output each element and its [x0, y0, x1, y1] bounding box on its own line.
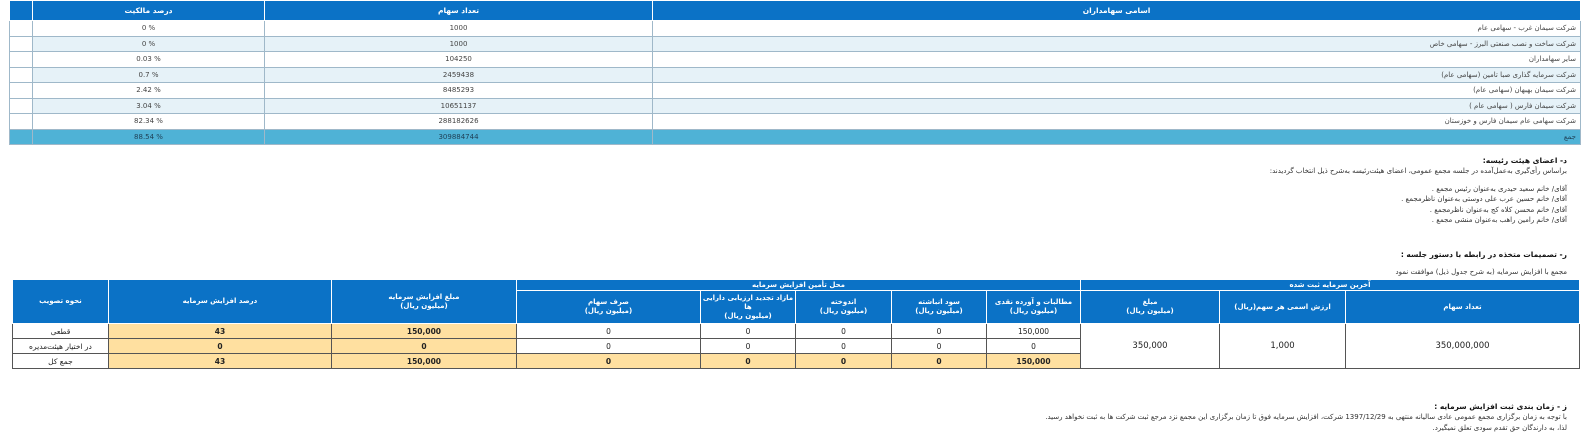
- retained-earnings-value: 0: [892, 339, 987, 354]
- reserve-value: 0: [796, 324, 892, 339]
- share-count: 8485293: [265, 83, 653, 99]
- retained-earnings-total: 0: [892, 354, 987, 369]
- capital-group-header-row: [13, 280, 1580, 291]
- revaluation-value: 0: [701, 324, 796, 339]
- blank-cell: [10, 36, 33, 52]
- blank-cell: [10, 67, 33, 83]
- ownership-percent: % 0: [33, 36, 265, 52]
- shareholder-name: شرکت سیمان غرب - سهامی عام: [653, 21, 1581, 37]
- ownership-percent: % 0.7: [33, 67, 265, 83]
- header-amount: مبلغ (میلیون ریال): [1081, 291, 1220, 324]
- total-ownership-percent: % 88.54: [33, 129, 265, 145]
- board-intro: براساس رأی‌گیری به‌عمل‌آمده در جلسه مجمع عمومی، اعضای هیئت‌رئیسه به‌شرح ذیل انتخاب گردیدند:: [1269, 167, 1567, 175]
- increase-percent-total: 43: [108, 354, 331, 369]
- ownership-percent: % 2.42: [33, 83, 265, 99]
- reserve-total: 0: [796, 354, 892, 369]
- table-row: [10, 36, 1581, 52]
- ownership-percent: % 0.03: [33, 52, 265, 68]
- header-reserve: اندوخته (میلیون ریال): [796, 291, 892, 324]
- registration-section-title: ز - زمان بندی ثبت افزایش سرمایه :: [1434, 402, 1567, 411]
- header-shareholder-names: اسامی سهامداران: [653, 1, 1581, 21]
- shareholder-name: شرکت سهامی عام سیمان فارس و خوزستان: [653, 114, 1581, 130]
- header-increase-amount: مبلغ افزایش سرمایه (میلیون ریال): [331, 280, 516, 324]
- premium-value: 0: [516, 324, 700, 339]
- header-approval-method: نحوه تصویب: [13, 280, 109, 324]
- last-share-count: 350,000,000: [1346, 324, 1580, 369]
- increase-percent-value: 0: [108, 339, 331, 354]
- table-row: [10, 98, 1581, 114]
- table-row: [10, 67, 1581, 83]
- header-share-count: تعداد سهام: [265, 1, 653, 21]
- increase-amount-total: 150,000: [331, 354, 516, 369]
- claims-cash-value: 0: [987, 339, 1081, 354]
- board-member: آقای/ خانم سعید حیدری به‌عنوان رئیس مجمع .: [1431, 185, 1567, 193]
- approval-method-value: قطعی: [13, 324, 109, 339]
- header-retained-earnings: سود انباشته (میلیون ریال): [892, 291, 987, 324]
- premium-value: 0: [516, 339, 700, 354]
- increase-percent-value: 43: [108, 324, 331, 339]
- claims-cash-total: 150,000: [987, 354, 1081, 369]
- header-claims-cash: مطالبات و آورده نقدی (میلیون ریال): [987, 291, 1081, 324]
- shareholder-name: شرکت سیمان بهبهان (سهامی عام): [653, 83, 1581, 99]
- increase-amount-value: 0: [331, 339, 516, 354]
- retained-earnings-value: 0: [892, 324, 987, 339]
- shareholders-table: [9, 0, 1581, 145]
- board-member: آقای/ خانم رامین راهب به‌عنوان منشی مجمع .: [1431, 216, 1567, 224]
- board-member: آقای/ خانم محسن کلاه کج به‌عنوان ناظرمجمع .: [1429, 206, 1567, 214]
- registration-line-1: با توجه به زمان برگزاری مجمع عمومی عادی سالیانه منتهی به 1397/12/29 شرکت، افزایش سرمایه فوق تا زمان برگزاری این مجمع نزد مرجع ثبت شرکت ها به ثبت نخواهد رسید.: [1045, 413, 1567, 421]
- blank-cell: [10, 114, 33, 130]
- last-nominal-value: 1,000: [1220, 324, 1346, 369]
- share-count: 10651137: [265, 98, 653, 114]
- blank-cell: [10, 21, 33, 37]
- shareholders-header-row: [10, 1, 1581, 21]
- board-member: آقای/ خانم حسین عرب علی دوستی به‌عنوان ناظرمجمع .: [1401, 195, 1567, 203]
- total-row: [10, 129, 1581, 145]
- share-count: 288182626: [265, 114, 653, 130]
- table-row: [10, 21, 1581, 37]
- board-section-title: د- اعضای هیئت رئیسه:: [1482, 156, 1567, 165]
- ownership-percent: % 3.04: [33, 98, 265, 114]
- shareholder-name: سایر سهامداران: [653, 52, 1581, 68]
- share-count: 1000: [265, 36, 653, 52]
- approval-method-value: در اختیار هیئت‌مدیره: [13, 339, 109, 354]
- header-ownership-percent: درصد مالکیت: [33, 1, 265, 21]
- total-share-count: 309884744: [265, 129, 653, 145]
- header-capital-source: محل تأمین افزایش سرمایه: [516, 280, 1080, 291]
- blank-cell: [10, 129, 33, 145]
- decisions-intro: مجمع با افزایش سرمایه (به شرح جدول ذیل) موافقت نمود: [1395, 268, 1567, 276]
- header-share-count: تعداد سهام: [1346, 291, 1580, 324]
- registration-line-2: لذا، به دارندگان حق تقدم سودی تعلق نمیگیرد.: [1432, 424, 1567, 432]
- blank-cell: [10, 83, 33, 99]
- decisions-section-title: ر- تصمیمات متخذه در رابطه با دستور جلسه :: [1400, 250, 1567, 259]
- premium-total: 0: [516, 354, 700, 369]
- reserve-value: 0: [796, 339, 892, 354]
- blank-cell: [10, 52, 33, 68]
- claims-cash-value: 150,000: [987, 324, 1081, 339]
- blank-cell: [10, 98, 33, 114]
- table-row: [10, 83, 1581, 99]
- header-nominal-value: ارزش اسمی هر سهم(ریال): [1220, 291, 1346, 324]
- revaluation-value: 0: [701, 339, 796, 354]
- ownership-percent: % 82.34: [33, 114, 265, 130]
- shareholder-name: شرکت ساخت و نصب صنعتی البرز - سهامی خاص: [653, 36, 1581, 52]
- header-revaluation-surplus: مازاد تجدید ارزیابی دارایی ها (میلیون ریال): [701, 291, 796, 324]
- share-count: 104250: [265, 52, 653, 68]
- total-label: جمع: [653, 129, 1581, 145]
- increase-amount-value: 150,000: [331, 324, 516, 339]
- share-count: 1000: [265, 21, 653, 37]
- last-amount: 350,000: [1081, 324, 1220, 369]
- header-share-premium: صرف سهام (میلیون ریال): [516, 291, 700, 324]
- capital-increase-table: [12, 279, 1580, 369]
- table-row: [10, 114, 1581, 130]
- approval-total-label: جمع کل: [13, 354, 109, 369]
- shareholder-name: شرکت سیمان فارس ( سهامی عام ): [653, 98, 1581, 114]
- table-row: [10, 52, 1581, 68]
- shareholder-name: شرکت سرمایه گذاری صبا تامین (سهامی عام): [653, 67, 1581, 83]
- header-increase-percent: درصد افزایش سرمایه: [108, 280, 331, 324]
- header-last-registered-capital: آخرین سرمایه ثبت شده: [1081, 280, 1580, 291]
- header-blank: [10, 1, 33, 21]
- revaluation-total: 0: [701, 354, 796, 369]
- share-count: 2459438: [265, 67, 653, 83]
- table-row: [13, 324, 1580, 339]
- ownership-percent: % 0: [33, 21, 265, 37]
